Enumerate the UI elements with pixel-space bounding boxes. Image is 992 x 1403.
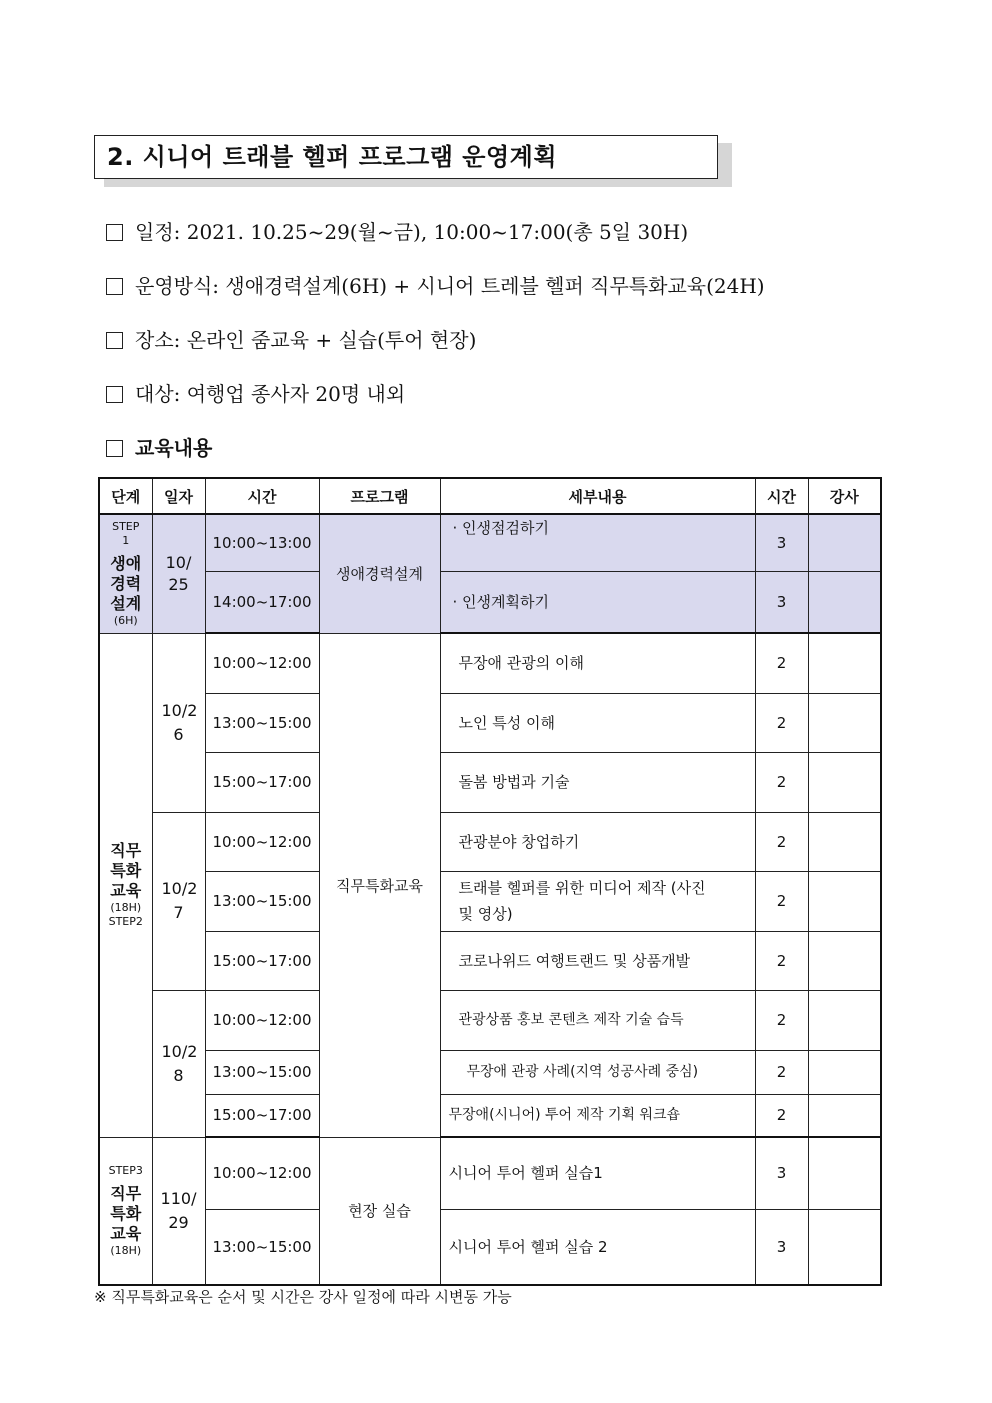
info-place-text: 장소: 온라인 줌교육 + 실습(투어 현장)	[135, 328, 477, 352]
hours-cell: 3	[755, 514, 808, 571]
instructor-cell	[808, 1137, 881, 1209]
date-cell	[152, 514, 205, 633]
date-text: 110/ 29	[160, 1188, 197, 1232]
hours-cell: 2	[755, 1050, 808, 1094]
hours-cell: 2	[755, 633, 808, 693]
step-label: STEP3	[108, 1163, 143, 1177]
date-text: 10/2 8	[161, 1041, 198, 1085]
instructor-cell	[808, 752, 881, 812]
page-title: 2. 시니어 트래블 헬퍼 프로그램 운영계획	[94, 135, 718, 179]
time-cell: 10:00~12:00	[205, 1137, 319, 1209]
header-instructor: 강사	[808, 478, 881, 514]
time-cell: 14:00~17:00	[205, 571, 319, 633]
time-cell: 13:00~15:00	[205, 1209, 319, 1285]
detail-cell: 돌봄 방법과 기술	[440, 752, 755, 812]
table-row	[99, 990, 881, 1050]
program-cell: 직무특화교육	[319, 633, 440, 1137]
time-cell: 13:00~15:00	[205, 871, 319, 931]
checkbox-icon	[106, 440, 123, 457]
program-cell: 생애경력설계	[319, 514, 440, 633]
stage-hours: (18H)	[110, 901, 142, 914]
detail-cell: 무장애 관광 사례(지역 성공사례 중심)	[440, 1050, 755, 1094]
hours-cell: 2	[755, 1094, 808, 1137]
instructor-cell	[808, 931, 881, 990]
info-target	[106, 381, 405, 407]
checkbox-icon	[106, 224, 123, 241]
step-label: STEP2	[108, 915, 143, 928]
section-heading	[106, 435, 212, 461]
instructor-cell	[808, 693, 881, 752]
header-hours: 시간	[755, 478, 808, 514]
header-detail: 세부내용	[440, 478, 755, 514]
instructor-cell	[808, 871, 881, 931]
stage-cell-step2	[99, 633, 152, 1137]
hours-cell: 2	[755, 693, 808, 752]
stage-cell-step1	[99, 514, 152, 633]
time-cell: 10:00~13:00	[205, 514, 319, 571]
info-schedule	[106, 219, 688, 245]
hours-cell: 2	[755, 871, 808, 931]
stage-cell-step3	[99, 1137, 152, 1285]
date-text: 10/2 6	[161, 700, 198, 744]
table-row	[99, 812, 881, 871]
time-cell: 13:00~15:00	[205, 693, 319, 752]
table-row	[99, 1050, 881, 1094]
info-schedule-text: 일정: 2021. 10.25~29(월~금), 10:00~17:00(총 5일 30H)	[135, 220, 689, 244]
detail-cell: 시니어 투어 헬퍼 실습 2	[440, 1209, 755, 1285]
table-row	[99, 633, 881, 693]
step-label: STEP 1	[112, 519, 140, 547]
date-cell	[152, 1137, 205, 1285]
time-cell: 10:00~12:00	[205, 812, 319, 871]
instructor-cell	[808, 812, 881, 871]
hours-cell: 2	[755, 752, 808, 812]
info-method	[106, 273, 765, 299]
program-cell: 현장 실습	[319, 1137, 440, 1285]
time-cell: 13:00~15:00	[205, 1050, 319, 1094]
table-row	[99, 693, 881, 752]
detail-cell: 트래블 헬퍼를 위한 미디어 제작 (사진 및 영상)	[440, 871, 755, 931]
detail-cell: · 인생점검하기	[440, 514, 755, 571]
stage-name: 직무 특화 교육	[110, 1183, 142, 1243]
table-row	[99, 514, 881, 571]
table-header-row	[99, 478, 881, 514]
table-row	[99, 1137, 881, 1209]
hours-cell: 3	[755, 1137, 808, 1209]
table-row	[99, 931, 881, 990]
instructor-cell	[808, 633, 881, 693]
time-cell: 15:00~17:00	[205, 931, 319, 990]
time-cell: 15:00~17:00	[205, 752, 319, 812]
header-stage: 단계	[99, 478, 152, 514]
hours-cell: 3	[755, 1209, 808, 1285]
detail-cell: 시니어 투어 헬퍼 실습1	[440, 1137, 755, 1209]
table-row	[99, 1094, 881, 1137]
time-cell: 10:00~12:00	[205, 633, 319, 693]
instructor-cell	[808, 1209, 881, 1285]
table-row	[99, 752, 881, 812]
detail-cell: 관광분야 창업하기	[440, 812, 755, 871]
date-cell	[152, 990, 205, 1137]
table-row	[99, 571, 881, 633]
stage-hours: (6H)	[113, 613, 138, 627]
instructor-cell	[808, 1094, 881, 1137]
date-cell	[152, 812, 205, 990]
curriculum-table	[98, 477, 882, 1286]
hours-cell: 2	[755, 990, 808, 1050]
info-method-text: 운영방식: 생애경력설계(6H) + 시니어 트레블 헬퍼 직무특화교육(24H)	[135, 274, 765, 298]
title-block	[94, 135, 734, 187]
detail-cell: 관광상품 홍보 콘텐츠 제작 기술 습득	[440, 990, 755, 1050]
stage-name: 직무 특화 교육	[110, 841, 142, 900]
date-text: 10/ 25	[165, 552, 192, 594]
detail-cell: 무장애 관광의 이해	[440, 633, 755, 693]
hours-cell: 2	[755, 931, 808, 990]
header-time: 시간	[205, 478, 319, 514]
instructor-cell	[808, 571, 881, 633]
time-cell: 15:00~17:00	[205, 1094, 319, 1137]
hours-cell: 2	[755, 812, 808, 871]
time-cell: 10:00~12:00	[205, 990, 319, 1050]
date-text: 10/2 7	[161, 879, 198, 922]
info-target-text: 대상: 여행업 종사자 20명 내외	[135, 382, 406, 406]
detail-cell: 노인 특성 이해	[440, 693, 755, 752]
stage-name: 생애 경력 설계	[110, 553, 142, 613]
detail-cell: 코로나위드 여행트랜드 및 상품개발	[440, 931, 755, 990]
header-date: 일자	[152, 478, 205, 514]
instructor-cell	[808, 990, 881, 1050]
detail-cell: · 인생계획하기	[440, 571, 755, 633]
table-row	[99, 871, 881, 931]
table-row	[99, 1209, 881, 1285]
info-place	[106, 327, 476, 353]
footnote: ※ 직무특화교육은 순서 및 시간은 강사 일정에 따라 시변동 가능	[94, 1288, 512, 1306]
section-heading-text: 교육내용	[135, 436, 213, 460]
header-program: 프로그램	[319, 478, 440, 514]
hours-cell: 3	[755, 571, 808, 633]
checkbox-icon	[106, 278, 123, 295]
instructor-cell	[808, 514, 881, 571]
date-cell	[152, 633, 205, 812]
detail-cell: 무장애(시니어) 투어 제작 기획 워크숍	[440, 1094, 755, 1137]
instructor-cell	[808, 1050, 881, 1094]
checkbox-icon	[106, 332, 123, 349]
checkbox-icon	[106, 386, 123, 403]
stage-hours: (18H)	[110, 1243, 142, 1257]
